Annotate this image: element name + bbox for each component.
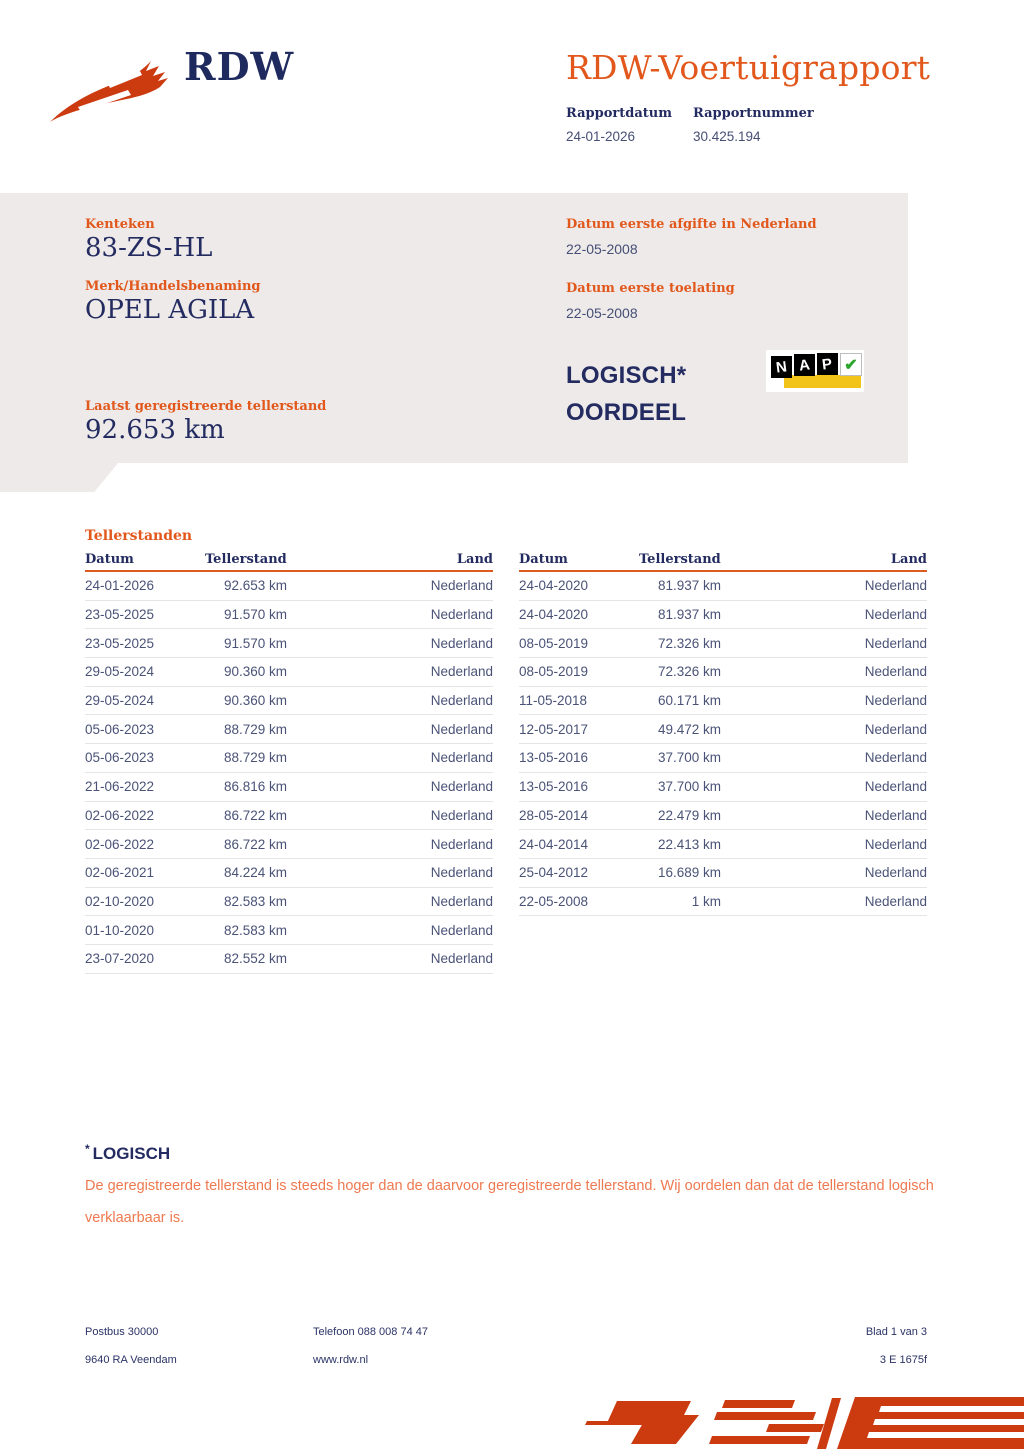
cell-tellerstand: 82.552 km <box>223 951 287 967</box>
cell-tellerstand: 88.729 km <box>223 721 287 737</box>
report-number-label: Rapportnummer <box>693 106 814 121</box>
tellerstand-value: 92.653 km <box>85 415 225 445</box>
cell-land: Nederland <box>430 893 493 909</box>
cell-datum: 02-06-2021 <box>85 865 155 881</box>
cell-land: Nederland <box>430 607 493 623</box>
footnote-asterisk: * <box>85 1142 90 1156</box>
cell-tellerstand: 37.700 km <box>657 750 721 766</box>
table-row <box>519 830 927 859</box>
cell-datum: 22-05-2008 <box>519 893 589 909</box>
kenteken-label: Kenteken <box>85 217 155 232</box>
table-row <box>519 687 927 716</box>
vehicle-summary-panel <box>0 193 908 463</box>
oordeel-line2: OORDEEL <box>566 399 687 426</box>
afgifte-value: 22-05-2008 <box>566 241 638 257</box>
footer-address-line1: Postbus 30000 <box>85 1326 159 1338</box>
cell-tellerstand: 60.171 km <box>657 693 721 709</box>
nap-letter-p: P <box>817 353 838 375</box>
cell-tellerstand: 92.653 km <box>223 578 287 594</box>
cell-land: Nederland <box>430 807 493 823</box>
cell-datum: 24-04-2020 <box>519 607 589 623</box>
cell-datum: 05-06-2023 <box>85 750 155 766</box>
cell-tellerstand: 91.570 km <box>223 607 287 623</box>
cell-land: Nederland <box>430 578 493 594</box>
nap-check-icon: ✔ <box>840 353 862 376</box>
afgifte-label: Datum eerste afgifte in Nederland <box>566 217 817 232</box>
cell-tellerstand: 37.700 km <box>657 779 721 795</box>
cell-datum: 05-06-2023 <box>85 721 155 737</box>
footer-website: www.rdw.nl <box>313 1354 369 1366</box>
tellerstanden-section-title: Tellerstanden <box>85 528 193 544</box>
cell-tellerstand: 72.326 km <box>657 664 721 680</box>
cell-land: Nederland <box>864 836 927 852</box>
table-row <box>85 916 493 945</box>
report-date-label: Rapportdatum <box>566 106 672 121</box>
col-header-land: Land <box>890 552 927 567</box>
cell-tellerstand: 22.413 km <box>657 836 721 852</box>
cell-datum: 23-07-2020 <box>85 951 155 967</box>
table-row <box>85 773 493 802</box>
table-row <box>85 601 493 630</box>
cell-tellerstand: 90.360 km <box>223 664 287 680</box>
oordeel-line1: LOGISCH* <box>566 362 687 389</box>
cell-tellerstand: 84.224 km <box>223 865 287 881</box>
cell-tellerstand: 22.479 km <box>657 807 721 823</box>
cell-datum: 02-06-2022 <box>85 836 155 852</box>
table-header <box>85 552 493 572</box>
table-body <box>85 572 493 974</box>
footer-form-code: 3 E 1675f <box>879 1354 927 1366</box>
cell-land: Nederland <box>864 721 927 737</box>
table-row <box>519 744 927 773</box>
cell-datum: 12-05-2017 <box>519 721 589 737</box>
footnote-title <box>85 1142 170 1164</box>
cell-tellerstand: 91.570 km <box>223 635 287 651</box>
cell-tellerstand: 49.472 km <box>657 721 721 737</box>
table-row <box>85 744 493 773</box>
cell-land: Nederland <box>864 893 927 909</box>
table-row <box>519 572 927 601</box>
cell-land: Nederland <box>864 664 927 680</box>
cell-datum: 11-05-2018 <box>519 693 588 709</box>
table-row <box>85 888 493 917</box>
table-row <box>519 888 927 917</box>
kenteken-value: 83-ZS-HL <box>85 233 213 263</box>
tellerstanden-table-left <box>85 552 493 974</box>
cell-land: Nederland <box>430 922 493 938</box>
cell-tellerstand: 1 km <box>691 893 721 909</box>
toelating-label: Datum eerste toelating <box>566 281 735 296</box>
cell-tellerstand: 82.583 km <box>223 893 287 909</box>
col-header-datum: Datum <box>519 552 568 567</box>
table-row <box>519 773 927 802</box>
nap-letter-n: N <box>771 356 792 378</box>
cell-land: Nederland <box>430 664 493 680</box>
cell-tellerstand: 86.722 km <box>223 807 287 823</box>
cell-land: Nederland <box>430 635 493 651</box>
rdw-logo-text: RDW <box>184 44 295 89</box>
table-row <box>519 859 927 888</box>
cell-tellerstand: 88.729 km <box>223 750 287 766</box>
nap-yellow-bar <box>784 375 861 388</box>
cell-land: Nederland <box>864 578 927 594</box>
cell-land: Nederland <box>864 635 927 651</box>
toelating-value: 22-05-2008 <box>566 305 638 321</box>
table-row <box>85 715 493 744</box>
nap-letter-a: A <box>794 354 815 376</box>
cell-land: Nederland <box>430 721 493 737</box>
report-number-value: 30.425.194 <box>693 129 761 144</box>
cell-datum: 29-05-2024 <box>85 693 155 709</box>
cell-datum: 02-10-2020 <box>85 893 155 909</box>
table-row <box>85 859 493 888</box>
cell-tellerstand: 90.360 km <box>223 693 287 709</box>
cell-tellerstand: 16.689 km <box>657 865 721 881</box>
report-date-value: 24-01-2026 <box>566 129 636 144</box>
cell-datum: 13-05-2016 <box>519 750 589 766</box>
cell-tellerstand: 86.816 km <box>223 779 287 795</box>
cell-datum: 23-05-2025 <box>85 607 155 623</box>
cell-tellerstand: 81.937 km <box>657 578 721 594</box>
merk-value: OPEL AGILA <box>85 295 255 325</box>
cell-land: Nederland <box>864 693 927 709</box>
table-row <box>85 572 493 601</box>
rdw-logo-swoosh-icon <box>48 52 172 126</box>
footnote-title-text: LOGISCH <box>92 1144 171 1163</box>
cell-datum: 29-05-2024 <box>85 664 155 680</box>
table-row <box>85 629 493 658</box>
cell-land: Nederland <box>430 951 493 967</box>
cell-tellerstand: 86.722 km <box>223 836 287 852</box>
cell-tellerstand: 72.326 km <box>657 635 721 651</box>
footer-phone: Telefoon 088 008 74 47 <box>313 1326 428 1338</box>
cell-datum: 02-06-2022 <box>85 807 155 823</box>
tellerstand-label: Laatst geregistreerde tellerstand <box>85 399 327 414</box>
cell-datum: 25-04-2012 <box>519 865 589 881</box>
table-body <box>519 572 927 916</box>
table-row <box>519 715 927 744</box>
cell-datum: 08-05-2019 <box>519 664 589 680</box>
col-header-datum: Datum <box>85 552 134 567</box>
footnote-text: De geregistreerde tellerstand is steeds hoger dan de daarvoor geregistreerde tellerstand. Wij oordelen dan dat de tellerstand logisch verklaarbaar is. <box>85 1178 934 1226</box>
table-row <box>519 629 927 658</box>
table-row <box>519 658 927 687</box>
table-row <box>85 945 493 974</box>
cell-datum: 01-10-2020 <box>85 922 155 938</box>
cell-land: Nederland <box>430 750 493 766</box>
table-row <box>519 601 927 630</box>
cell-land: Nederland <box>864 807 927 823</box>
cell-datum: 13-05-2016 <box>519 779 589 795</box>
col-header-tellerstand: Tellerstand <box>639 552 721 567</box>
cell-land: Nederland <box>864 865 927 881</box>
cell-land: Nederland <box>430 836 493 852</box>
table-row <box>85 658 493 687</box>
table-row <box>85 687 493 716</box>
oordeel-text <box>566 357 686 431</box>
cell-tellerstand: 82.583 km <box>223 922 287 938</box>
cell-land: Nederland <box>430 693 493 709</box>
table-row <box>519 802 927 831</box>
cell-tellerstand: 81.937 km <box>657 607 721 623</box>
table-row <box>85 830 493 859</box>
cell-datum: 21-06-2022 <box>85 779 155 795</box>
table-row <box>85 802 493 831</box>
cell-datum: 23-05-2025 <box>85 635 155 651</box>
merk-label: Merk/Handelsbenaming <box>85 279 261 294</box>
footer-address-line2: 9640 RA Veendam <box>85 1354 177 1366</box>
tellerstanden-table-right <box>519 552 927 916</box>
rdw-footer-stripes-graphic <box>579 1391 1024 1449</box>
page-title: RDW-Voertuigrapport <box>566 48 931 87</box>
cell-datum: 24-04-2020 <box>519 578 589 594</box>
cell-land: Nederland <box>864 750 927 766</box>
cell-datum: 24-01-2026 <box>85 578 155 594</box>
col-header-land: Land <box>456 552 493 567</box>
cell-datum: 08-05-2019 <box>519 635 589 651</box>
table-header <box>519 552 927 572</box>
footer-page-number: Blad 1 van 3 <box>865 1326 927 1338</box>
cell-datum: 28-05-2014 <box>519 807 589 823</box>
cell-datum: 24-04-2014 <box>519 836 589 852</box>
nap-logo <box>766 350 864 392</box>
cell-land: Nederland <box>864 607 927 623</box>
col-header-tellerstand: Tellerstand <box>205 552 287 567</box>
cell-land: Nederland <box>430 779 493 795</box>
cell-land: Nederland <box>864 779 927 795</box>
cell-land: Nederland <box>430 865 493 881</box>
